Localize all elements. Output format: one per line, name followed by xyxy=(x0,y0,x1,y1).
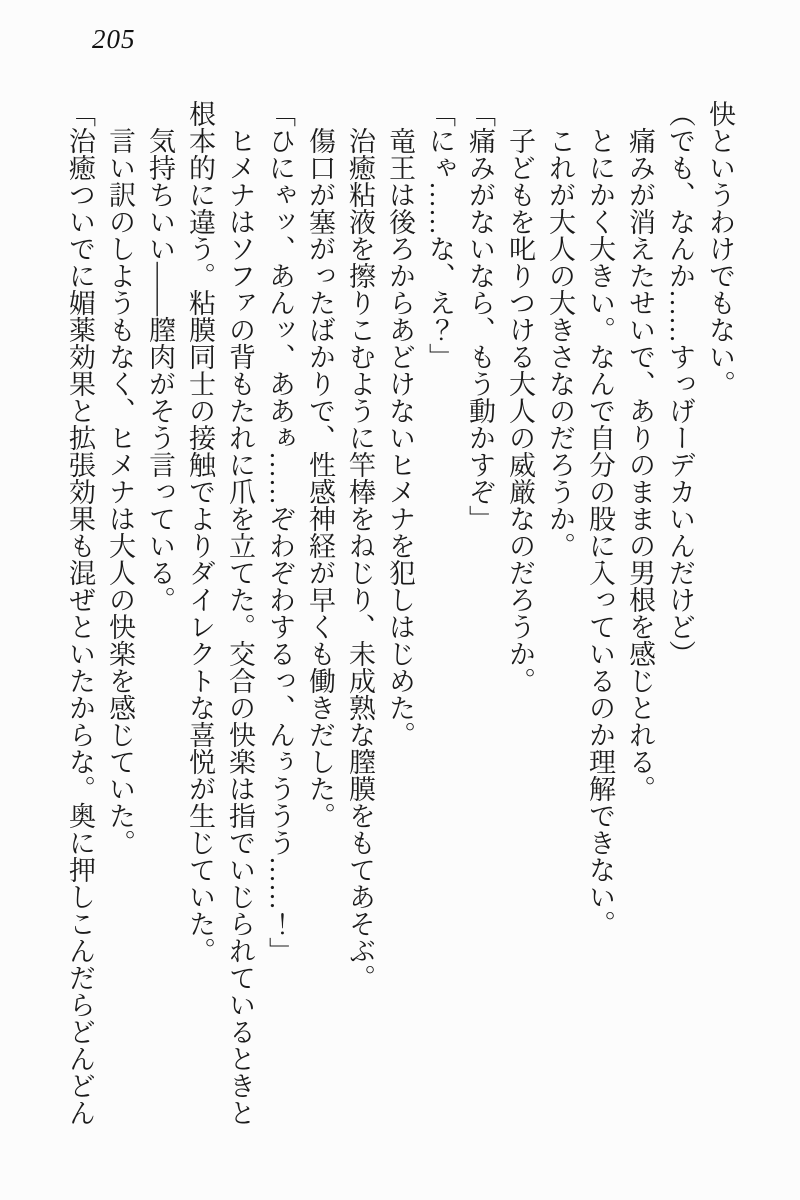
paragraph-dialogue: 「ひにゃッ、あんッ、ああぁ……ぞわぞわするっ、んぅううう……！」 xyxy=(265,100,295,964)
paragraph-dialogue: 「にゃ……な、え？」 xyxy=(425,100,455,370)
vertical-text-block xyxy=(56,100,740,1130)
paragraph: これが大人の大きさなのだろうか。 xyxy=(545,127,575,559)
paragraph: 治癒粘液を擦りこむように竿棒をねじり、未成熟な膣膜をもてあそぶ。 xyxy=(345,127,375,991)
paragraph: ヒメナはソファの背もたれに爪を立てた。交合の快楽は指でいじられているときと根本的に違う。粘膜同士の接触でよりダイレクトな喜悦が生じていた。 xyxy=(185,100,255,1126)
paragraph: 子どもを叱りつける大人の威厳なのだろうか。 xyxy=(505,127,535,694)
paragraph: （でも、なんか……すっげーデカいんだけど） xyxy=(665,100,695,667)
paragraph: とにかく大きい。なんで自分の股に入っているのか理解できない。 xyxy=(585,127,615,937)
paragraph-dialogue: 「治癒ついでに媚薬効果と拡張効果も混ぜといたからな。奥に押しこんだらどんどん xyxy=(65,100,95,1126)
paragraph: 快というわけでもない。 xyxy=(705,100,735,397)
paragraph: 傷口が塞がったばかりで、性感神経が早くも働きだした。 xyxy=(305,127,335,829)
paragraph: 竜王は後ろからあどけないヒメナを犯しはじめた。 xyxy=(385,127,415,748)
paragraph: 気持ちいい――膣肉がそう言っている。 xyxy=(145,127,175,613)
page-number: 205 xyxy=(92,24,136,54)
paragraph-dialogue: 「痛みがないなら、もう動かすぞ」 xyxy=(465,100,495,532)
paragraph: 言い訳のしようもなく、ヒメナは大人の快楽を感じていた。 xyxy=(105,127,135,856)
paragraph: 痛みが消えたせいで、ありのままの男根を感じとれる。 xyxy=(625,127,655,802)
